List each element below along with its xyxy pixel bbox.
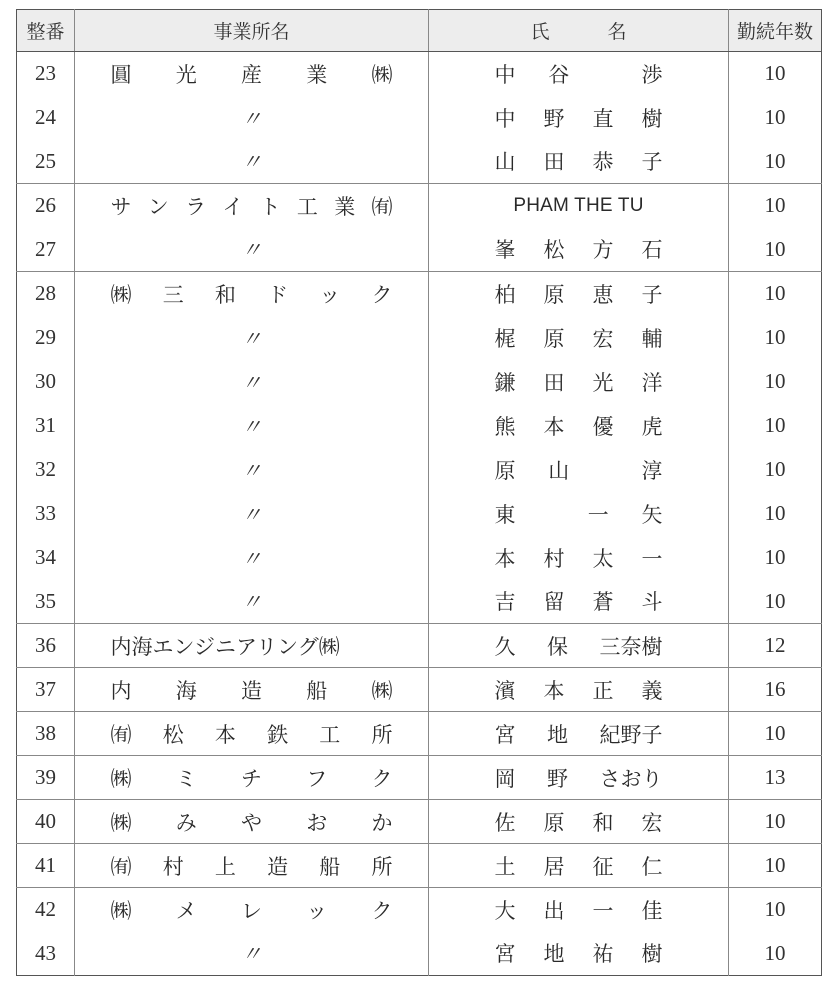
company-char: 鉄 — [267, 722, 289, 747]
employee-name — [495, 851, 663, 881]
table-row — [17, 360, 822, 404]
employee-name: PHAM THE TU — [513, 194, 644, 216]
company-cell — [75, 800, 429, 844]
company-char: フ — [306, 766, 328, 791]
company-name — [111, 279, 393, 309]
name-char: 原 — [543, 810, 565, 835]
name-char: 地 — [547, 722, 568, 747]
company-char: 松 — [162, 722, 184, 747]
name-cell — [429, 272, 729, 316]
name-char: 柏 — [494, 282, 516, 307]
name-char: 大 — [494, 898, 516, 923]
row-number: 39 — [17, 756, 75, 800]
name-char: 岡 — [494, 766, 516, 791]
name-char: 一 — [641, 546, 663, 571]
company-char: 工 — [296, 194, 318, 219]
years-of-service: 10 — [764, 588, 786, 613]
company-char: レ — [241, 898, 262, 923]
company-char: み — [175, 810, 197, 835]
name-char: 一 — [587, 502, 609, 527]
row-number: 25 — [17, 140, 75, 184]
company-char: ㈱ — [110, 282, 132, 307]
company-char: ク — [371, 282, 393, 307]
company-cell — [75, 624, 429, 668]
name-char: 宏 — [592, 326, 614, 351]
name-char: 紀野子 — [599, 722, 663, 747]
table-row — [17, 448, 822, 492]
name-char: 濱 — [494, 678, 516, 703]
company-char: ド — [267, 282, 289, 307]
table-row — [17, 228, 822, 272]
company-cell — [75, 404, 429, 448]
name-char: 宮 — [494, 942, 516, 967]
name-cell — [429, 888, 729, 932]
name-char: 子 — [641, 282, 663, 307]
company-char: 内 — [110, 678, 132, 703]
name-cell — [429, 756, 729, 800]
company-char: 本 — [214, 722, 236, 747]
name-char: 松 — [543, 238, 565, 263]
row-number: 43 — [17, 932, 75, 976]
ditto-mark: 〃 — [241, 502, 262, 527]
row-number: 42 — [17, 888, 75, 932]
company-char: ㈱ — [110, 898, 132, 923]
ditto-mark: 〃 — [241, 590, 262, 615]
ditto-mark: 〃 — [241, 238, 262, 263]
employee-name — [495, 586, 663, 616]
name-char: 野 — [543, 106, 565, 131]
name-char: 斗 — [641, 590, 663, 615]
name-char: 宮 — [494, 722, 516, 747]
company-cell — [75, 888, 429, 932]
years-of-service: 10 — [764, 457, 786, 481]
ditto-mark: 〃 — [241, 942, 262, 967]
row-number: 30 — [17, 360, 75, 404]
table-row — [17, 580, 822, 624]
name-cell — [429, 580, 729, 624]
name-char: 樹 — [641, 942, 663, 967]
row-number: 36 — [17, 624, 75, 668]
name-char: 原 — [543, 282, 565, 307]
company-char: 所 — [371, 854, 393, 879]
years-of-service: 10 — [729, 272, 822, 316]
company-char: 造 — [241, 678, 262, 703]
table-row — [17, 492, 822, 536]
name-char: 矢 — [641, 502, 663, 527]
row-number: 37 — [17, 668, 75, 712]
header-name-left: 氏 — [530, 21, 550, 43]
company-char: 圓 — [110, 62, 132, 87]
ditto-mark: 〃 — [241, 106, 262, 131]
name-cell — [429, 932, 729, 976]
table-row — [17, 668, 822, 712]
company-name — [111, 59, 393, 89]
years-of-service: 10 — [729, 184, 822, 228]
company-char: ㈱ — [371, 62, 393, 87]
years-of-service: 10 — [764, 501, 786, 525]
row-number: 29 — [17, 316, 75, 360]
ditto-mark: 〃 — [241, 458, 262, 483]
company-cell — [75, 96, 429, 140]
company-char: 産 — [241, 62, 262, 87]
table-row — [17, 184, 822, 228]
ditto-mark: 〃 — [241, 546, 262, 571]
name-char: さおり — [599, 766, 663, 791]
company-name — [111, 851, 393, 881]
name-char: 樹 — [641, 106, 663, 131]
years-of-service: 10 — [764, 369, 786, 393]
name-cell — [429, 228, 729, 272]
name-char: 輔 — [641, 326, 663, 351]
employee-name — [495, 543, 663, 573]
name-cell — [429, 536, 729, 580]
name-char: 留 — [543, 590, 565, 615]
table-row — [17, 52, 822, 96]
company-char: 造 — [267, 854, 289, 879]
company-cell — [75, 448, 429, 492]
name-char: 太 — [592, 546, 614, 571]
name-char: 山 — [548, 458, 570, 483]
name-char: 谷 — [548, 62, 570, 87]
name-cell — [429, 404, 729, 448]
name-char: 正 — [592, 678, 614, 703]
company-cell — [75, 668, 429, 712]
table-row — [17, 800, 822, 844]
years-of-service: 13 — [729, 756, 822, 800]
name-char: 優 — [592, 414, 614, 439]
row-number: 23 — [17, 52, 75, 96]
company-cell — [75, 316, 429, 360]
name-char: 恵 — [592, 282, 614, 307]
company-char: イ — [222, 194, 244, 219]
name-char: 本 — [543, 414, 565, 439]
company-cell — [75, 756, 429, 800]
name-char: 恭 — [592, 150, 614, 175]
employee-name — [495, 719, 663, 749]
name-char: 義 — [641, 678, 663, 703]
employee-name — [495, 895, 663, 925]
name-char — [602, 62, 609, 86]
employee-name — [495, 763, 663, 793]
name-char: 東 — [494, 502, 516, 527]
employee-name — [495, 411, 663, 441]
table-row — [17, 756, 822, 800]
table-row — [17, 712, 822, 756]
name-char: 子 — [641, 150, 663, 175]
years-of-service: 10 — [764, 545, 786, 569]
ditto-mark: 〃 — [241, 150, 262, 175]
header-number: 整番 — [17, 10, 75, 52]
company-char: 業 — [306, 62, 328, 87]
company-char: ㈱ — [110, 810, 132, 835]
company-char: ㈲ — [371, 194, 393, 219]
years-of-service: 12 — [729, 624, 822, 668]
name-char: 保 — [547, 634, 568, 659]
name-char: 原 — [494, 458, 516, 483]
company-char: 業 — [334, 194, 356, 219]
company-cell — [75, 140, 429, 184]
company-char: 海 — [175, 678, 197, 703]
company-cell — [75, 712, 429, 756]
company-char: ク — [371, 898, 393, 923]
table-row — [17, 844, 822, 888]
company-cell — [75, 932, 429, 976]
name-cell — [429, 624, 729, 668]
company-char: チ — [241, 766, 262, 791]
company-char: サ — [110, 194, 132, 219]
employee-name — [495, 234, 663, 264]
company-cell — [75, 580, 429, 624]
name-char — [548, 502, 555, 526]
years-of-service: 10 — [729, 800, 822, 844]
company-cell — [75, 272, 429, 316]
header-name-right: 名 — [607, 21, 627, 43]
company-char: ㈱ — [371, 678, 393, 703]
name-cell — [429, 800, 729, 844]
name-char: 出 — [543, 898, 565, 923]
name-char: 本 — [543, 678, 565, 703]
company-char: ㈱ — [110, 766, 132, 791]
table-row — [17, 536, 822, 580]
company-char: 村 — [162, 854, 184, 879]
employee-name — [495, 279, 663, 309]
name-char: 中 — [494, 62, 516, 87]
row-number: 35 — [17, 580, 75, 624]
name-char: 熊 — [494, 414, 516, 439]
company-char: ラ — [185, 194, 207, 219]
name-char: 宏 — [641, 810, 663, 835]
name-char: 洋 — [641, 370, 663, 395]
company-name — [111, 763, 393, 793]
table-row — [17, 932, 822, 976]
header-row — [17, 10, 822, 52]
name-char: 一 — [592, 898, 614, 923]
company-char: 三 — [162, 282, 184, 307]
table-row — [17, 888, 822, 932]
name-char: 淳 — [641, 458, 663, 483]
years-of-service: 10 — [764, 413, 786, 437]
table-header — [17, 10, 822, 52]
company-char: 上 — [214, 854, 236, 879]
row-number: 26 — [17, 184, 75, 228]
company-cell — [75, 536, 429, 580]
table-row — [17, 316, 822, 360]
years-of-service: 10 — [764, 325, 786, 349]
row-number: 27 — [17, 228, 75, 272]
employee-name — [495, 455, 663, 485]
company-char: か — [371, 810, 393, 835]
employee-name — [495, 367, 663, 397]
name-char: 方 — [592, 238, 614, 263]
years-of-service: 10 — [764, 105, 786, 129]
company-char: や — [241, 810, 262, 835]
name-char: 本 — [494, 546, 516, 571]
name-char: 田 — [543, 370, 565, 395]
header-company: 事業所名 — [75, 10, 429, 52]
name-char: 原 — [543, 326, 565, 351]
name-char: 仁 — [641, 854, 663, 879]
years-of-service: 16 — [729, 668, 822, 712]
table-row — [17, 140, 822, 184]
name-char: 石 — [641, 238, 663, 263]
name-cell — [429, 184, 729, 228]
employee-name — [495, 938, 663, 968]
company-cell — [75, 844, 429, 888]
name-char: 山 — [494, 150, 516, 175]
name-char: 鎌 — [494, 370, 516, 395]
company-char: ミ — [175, 766, 197, 791]
name-cell — [429, 140, 729, 184]
employee-name — [495, 499, 663, 529]
employee-table — [16, 9, 822, 976]
years-of-service: 10 — [729, 844, 822, 888]
name-cell — [429, 448, 729, 492]
company-name — [111, 191, 393, 221]
company-char: ク — [371, 766, 393, 791]
table-row — [17, 624, 822, 668]
company-char: 船 — [306, 678, 328, 703]
name-cell — [429, 844, 729, 888]
name-cell — [429, 492, 729, 536]
name-cell — [429, 668, 729, 712]
ditto-mark: 〃 — [241, 414, 262, 439]
name-char: 三奈樹 — [599, 634, 663, 659]
name-char: 征 — [592, 854, 614, 879]
years-of-service: 10 — [764, 236, 786, 261]
name-char: 地 — [543, 942, 565, 967]
employee-name — [495, 103, 663, 133]
name-char: 佐 — [494, 810, 516, 835]
years-of-service: 10 — [764, 148, 786, 173]
name-char: 久 — [494, 634, 516, 659]
employee-name — [495, 675, 663, 705]
name-char: 居 — [543, 854, 565, 879]
name-char: 土 — [494, 854, 516, 879]
name-cell — [429, 96, 729, 140]
name-cell — [429, 712, 729, 756]
company-char: ッ — [306, 898, 328, 923]
employee-name — [495, 807, 663, 837]
company-cell — [75, 228, 429, 272]
table-row — [17, 272, 822, 316]
company-name — [111, 675, 393, 705]
name-char: 中 — [494, 106, 516, 131]
name-char: 蒼 — [592, 590, 614, 615]
table-row — [17, 96, 822, 140]
row-number: 31 — [17, 404, 75, 448]
header-years: 勤続年数 — [729, 10, 822, 52]
row-number: 38 — [17, 712, 75, 756]
header-name — [429, 10, 729, 52]
company-char: ト — [259, 194, 281, 219]
table-row — [17, 404, 822, 448]
ditto-mark: 〃 — [241, 370, 262, 395]
years-of-service: 10 — [729, 888, 822, 932]
row-number: 41 — [17, 844, 75, 888]
company-name — [111, 895, 393, 925]
company-cell — [75, 52, 429, 96]
name-char: 渉 — [641, 62, 663, 87]
name-char — [602, 458, 609, 482]
company-char: 所 — [371, 722, 393, 747]
company-char: ㈲ — [110, 854, 132, 879]
row-number: 32 — [17, 448, 75, 492]
name-cell — [429, 360, 729, 404]
name-char: 直 — [592, 106, 614, 131]
name-cell — [429, 316, 729, 360]
row-number: 28 — [17, 272, 75, 316]
years-of-service: 10 — [764, 940, 786, 965]
table-body — [17, 52, 822, 976]
employee-name — [495, 631, 663, 661]
name-char: 吉 — [494, 590, 516, 615]
row-number: 24 — [17, 96, 75, 140]
years-of-service: 10 — [729, 52, 822, 96]
row-number: 40 — [17, 800, 75, 844]
company-name — [111, 807, 393, 837]
company-cell — [75, 360, 429, 404]
name-char: 梶 — [494, 326, 516, 351]
company-char: ㈲ — [110, 722, 132, 747]
name-char: 峯 — [494, 238, 516, 263]
name-char: 村 — [543, 546, 565, 571]
employee-name — [495, 323, 663, 353]
employee-name — [495, 59, 663, 89]
company-char: 和 — [214, 282, 236, 307]
company-char: お — [306, 810, 328, 835]
company-cell — [75, 492, 429, 536]
company-char: 船 — [319, 854, 341, 879]
row-number: 33 — [17, 492, 75, 536]
name-char: 佳 — [641, 898, 663, 923]
company-name — [111, 719, 393, 749]
ditto-mark: 〃 — [241, 326, 262, 351]
name-char: 光 — [592, 370, 614, 395]
name-char: 田 — [543, 150, 565, 175]
company-char: 工 — [319, 722, 341, 747]
name-char: 和 — [592, 810, 614, 835]
name-cell — [429, 52, 729, 96]
company-char: 光 — [175, 62, 197, 87]
company-char: ン — [147, 194, 169, 219]
employee-name — [495, 146, 663, 176]
name-char: 野 — [547, 766, 568, 791]
company-cell — [75, 184, 429, 228]
company-char: ッ — [319, 282, 341, 307]
company-char: メ — [175, 898, 197, 923]
name-char: 虎 — [641, 414, 663, 439]
company-name: 内海エンジニアリング㈱ — [110, 634, 340, 659]
name-char: 祐 — [592, 942, 614, 967]
years-of-service: 10 — [729, 712, 822, 756]
row-number: 34 — [17, 536, 75, 580]
